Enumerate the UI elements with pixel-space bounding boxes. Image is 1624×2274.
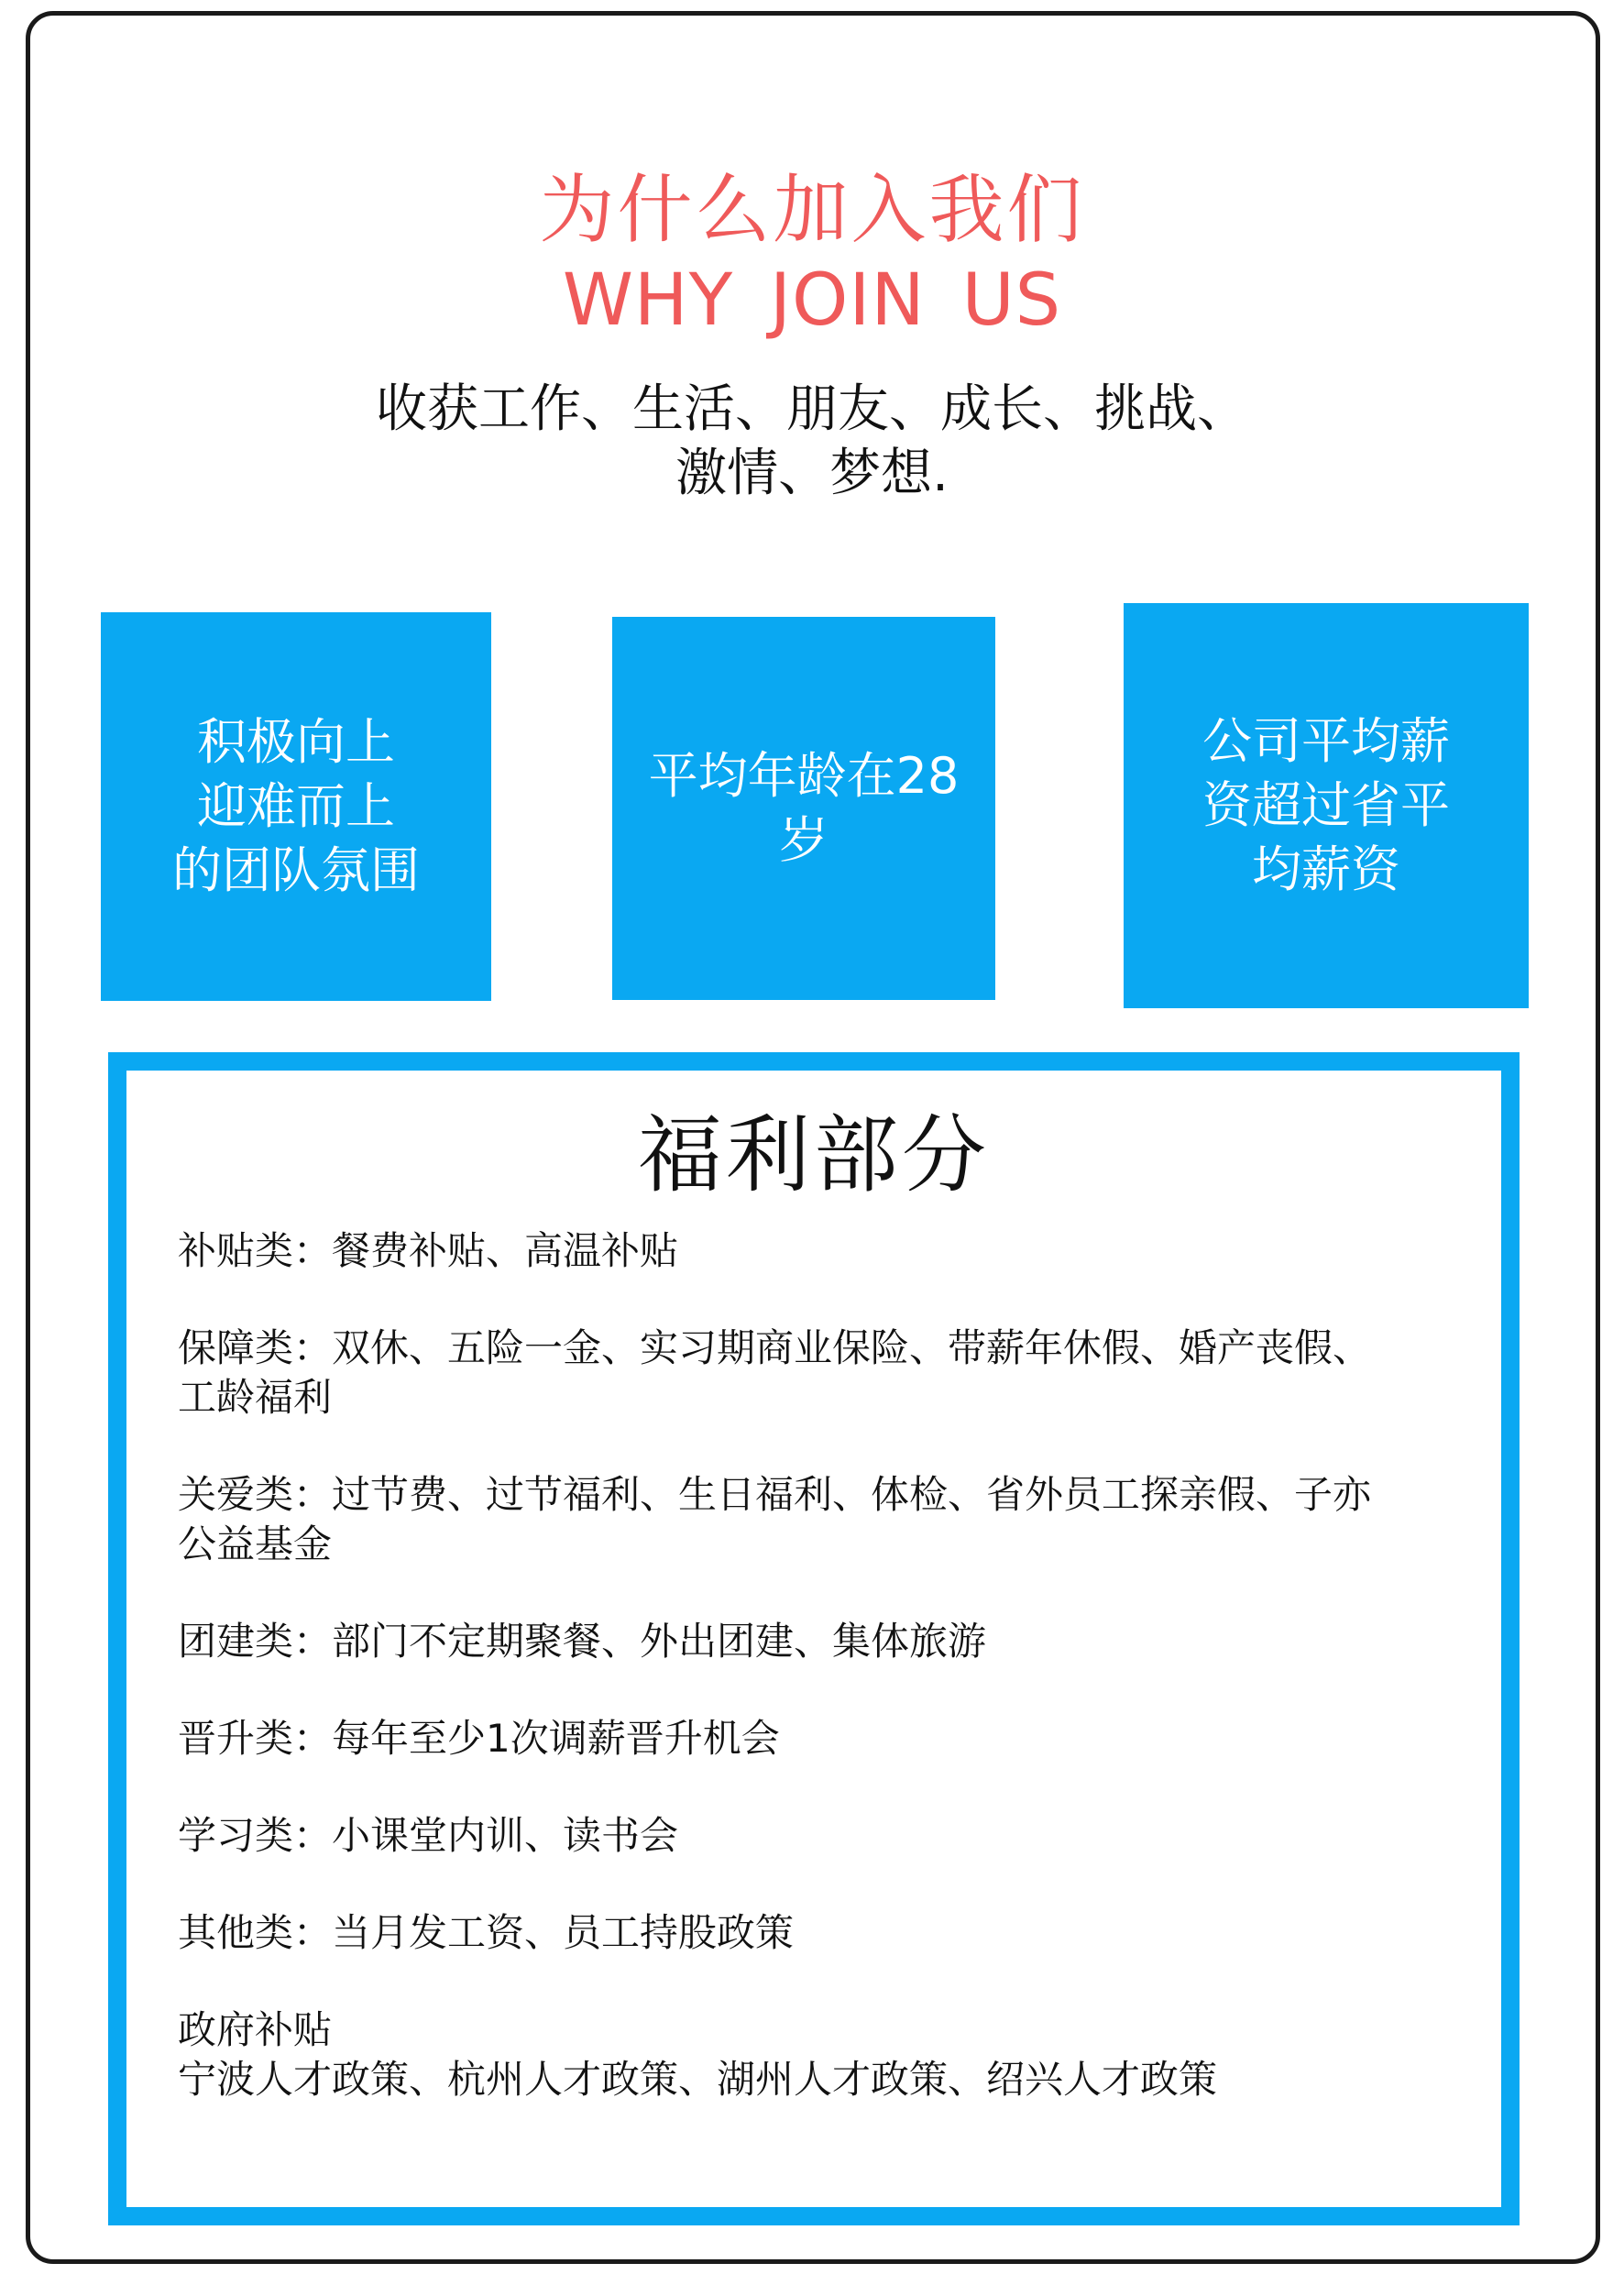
- highlight-line: 公司平均薪: [1202, 712, 1450, 770]
- highlight-line: 平均年龄在28岁: [648, 747, 960, 869]
- benefit-promotion: 晋升类：每年至少1次调薪晋升机会: [178, 1716, 780, 1761]
- highlight-line: 迎难而上: [197, 777, 395, 835]
- benefit-government: 政府补贴 宁波人才政策、杭州人才政策、湖州人才政策、绍兴人才政策: [178, 2007, 1218, 2102]
- highlight-average-age: [612, 617, 995, 1000]
- benefits-title: 福利部分: [637, 1106, 990, 1204]
- tagline: 收获工作、生活、朋友、成长、挑战、激情、梦想.: [376, 379, 1248, 503]
- highlight-line: 积极向上: [197, 713, 395, 771]
- highlight-line: 资超过省平: [1202, 776, 1450, 834]
- highlight-team-atmosphere: [101, 612, 491, 1001]
- benefit-other: 其他类：当月发工资、员工持股政策: [178, 1910, 795, 1955]
- benefit-care: 关爱类：过节费、过节福利、生日福利、体检、省外员工探亲假、子亦 公益基金: [178, 1472, 1372, 1566]
- benefit-learning: 学习类：小课堂内训、读书会: [178, 1813, 679, 1858]
- highlight-average-salary: [1124, 603, 1529, 1008]
- page-title-english: WHY JOIN US: [562, 259, 1062, 342]
- benefit-subsidy: 补贴类：餐费补贴、高温补贴: [178, 1228, 679, 1273]
- benefit-security: 保障类：双休、五险一金、实习期商业保险、带薪年休假、婚产丧假、 工龄福利: [178, 1325, 1372, 1420]
- highlight-line: 的团队氛围: [172, 841, 420, 899]
- benefit-team-building: 团建类：部门不定期聚餐、外出团建、集体旅游: [178, 1619, 987, 1664]
- page-title-chinese: 为什么加入我们: [539, 167, 1085, 254]
- highlight-line: 均薪资: [1252, 840, 1400, 898]
- benefits-panel: [108, 1052, 1520, 2225]
